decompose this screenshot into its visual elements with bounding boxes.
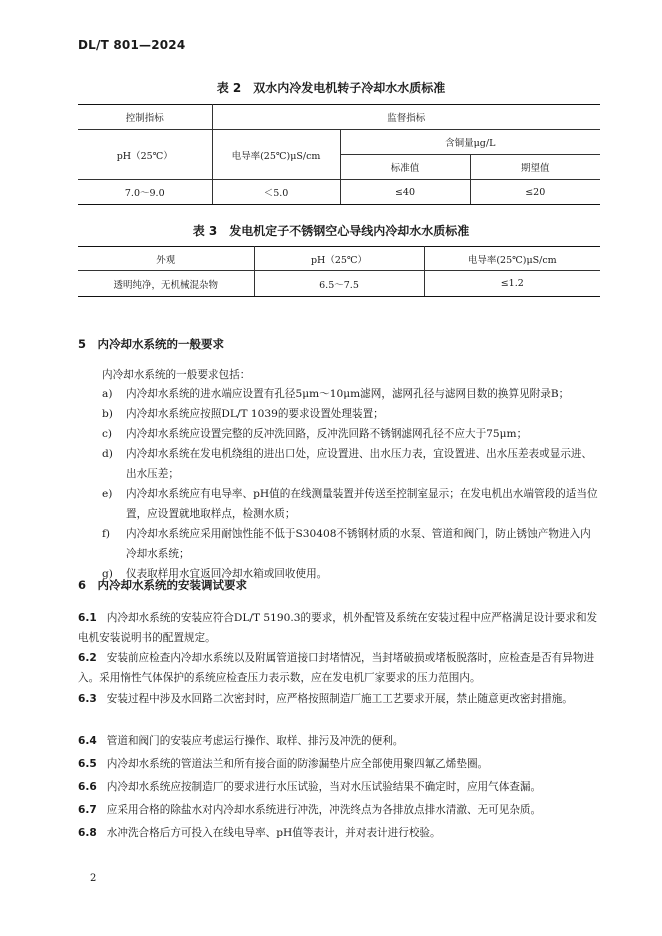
clause-number: 6.4 bbox=[78, 735, 97, 747]
table2-cell-expected: ≤20 bbox=[470, 180, 600, 205]
table3-cell-ph: 6.5～7.5 bbox=[254, 271, 424, 297]
list-marker: d) bbox=[102, 448, 113, 460]
list-item bbox=[102, 424, 600, 444]
list-item bbox=[102, 404, 600, 424]
clause-number: 6.2 bbox=[78, 652, 97, 664]
table2-cell-ph: 7.0～9.0 bbox=[78, 180, 212, 205]
table3-header-appearance: 外观 bbox=[78, 247, 254, 271]
table2-header-supervision: 监督指标 bbox=[212, 105, 600, 130]
table2-header-expected: 期望值 bbox=[470, 155, 600, 180]
clause-text: 安装过程中涉及水回路二次密封时，应严格按照制造厂施工工艺要求开展，禁止随意更改密封措施。 bbox=[106, 693, 573, 705]
clause-text: 管道和阀门的安装应考虑运行操作、取样、排污及冲洗的便利。 bbox=[106, 735, 404, 747]
list-item bbox=[102, 384, 600, 404]
section5-title: 5 内冷却水系统的一般要求 bbox=[78, 337, 225, 351]
list-item-text: 内冷却水系统应采用耐蚀性能不低于S30408不锈钢材质的水泵、管道和阀门，防止锈蚀产物进入内冷却水系统； bbox=[126, 528, 591, 560]
table3-header-conductivity: 电导率(25℃)μS/cm bbox=[424, 247, 600, 271]
list-item bbox=[102, 524, 600, 564]
clause-6-7 bbox=[78, 800, 600, 820]
clause-text: 安装前应检查内冷却水系统以及附属管道接口封堵情况，当封堵破损或堵板脱落时，应检查是否有异物进入。采用惰性气体保护的系统应检查压力表示数，应在发电机厂家要求的压力范围内。 bbox=[78, 652, 595, 684]
table2-cell-standard: ≤40 bbox=[340, 180, 470, 205]
list-marker: f) bbox=[102, 528, 111, 540]
clause-number: 6.5 bbox=[78, 758, 97, 770]
clause-6-5 bbox=[78, 754, 600, 774]
section5-intro: 内冷却水系统的一般要求包括： bbox=[102, 369, 251, 381]
list-item bbox=[102, 444, 600, 484]
table3-cell-conductivity: ≤1.2 bbox=[424, 271, 600, 297]
list-item-text: 仪表取样用水宜返回冷却水箱或回收使用。 bbox=[126, 568, 328, 580]
table2-header-standard: 标准值 bbox=[340, 155, 470, 180]
table2-header-ph: pH（25℃） bbox=[78, 130, 212, 180]
clause-6-3 bbox=[78, 689, 600, 709]
table2-header-copper: 含铜量μg/L bbox=[340, 130, 600, 155]
table3-header-ph: pH（25℃） bbox=[254, 247, 424, 271]
list-marker: c) bbox=[102, 428, 113, 440]
clause-text: 水冲洗合格后方可投入在线电导率、pH值等表计，并对表计进行校验。 bbox=[106, 827, 441, 839]
table2-caption: 表 2 双水内冷发电机转子冷却水水质标准 bbox=[216, 81, 446, 95]
list-marker: b) bbox=[102, 408, 113, 420]
list-item-text: 内冷却水系统应设置完整的反冲洗回路，反冲洗回路不锈钢滤网孔径不应大于75μm； bbox=[126, 428, 528, 440]
list-item-text: 内冷却水系统应有电导率、pH值的在线测量装置并传送至控制室显示；在发电机出水端管段的适当位置，应设置就地取样点，检测水质； bbox=[126, 488, 598, 520]
table-row bbox=[78, 180, 600, 205]
clause-text: 内冷却水系统应按制造厂的要求进行水压试验，当对水压试验结果不确定时，应用气体查漏。 bbox=[106, 781, 542, 793]
clause-6-4 bbox=[78, 731, 600, 751]
clause-number: 6.7 bbox=[78, 804, 97, 816]
section6-title: 6 内冷却水系统的安装调试要求 bbox=[78, 578, 247, 592]
list-marker: g) bbox=[102, 568, 113, 580]
document-header: DL/T 801—2024 bbox=[78, 38, 186, 52]
clause-6-2 bbox=[78, 648, 600, 688]
table-row bbox=[78, 271, 600, 297]
clause-6-1 bbox=[78, 608, 600, 648]
clause-number: 6.1 bbox=[78, 612, 97, 624]
list-marker: a) bbox=[102, 388, 113, 400]
clause-number: 6.6 bbox=[78, 781, 97, 793]
table2-header-conductivity: 电导率(25℃)μS/cm bbox=[212, 130, 340, 180]
table3 bbox=[78, 246, 600, 297]
clause-6-6 bbox=[78, 777, 600, 797]
clause-text: 内冷却水系统的管道法兰和所有接合面的防渗漏垫片应全部使用聚四氟乙烯垫圈。 bbox=[106, 758, 489, 770]
table2-cell-conductivity: ＜5.0 bbox=[212, 180, 340, 205]
table3-caption: 表 3 发电机定子不锈钢空心导线内冷却水水质标准 bbox=[192, 224, 470, 238]
list-item bbox=[102, 484, 600, 524]
list-item-text: 内冷却水系统应按照DL/T 1039的要求设置处理装置； bbox=[126, 408, 384, 420]
clause-number: 6.3 bbox=[78, 693, 97, 705]
list-item-text: 内冷却水系统的进水端应设置有孔径5μm～10μm滤网，滤网孔径与滤网目数的换算见附录B； bbox=[126, 388, 570, 400]
table3-cell-appearance: 透明纯净，无机械混杂物 bbox=[78, 271, 254, 297]
clause-number: 6.8 bbox=[78, 827, 97, 839]
clause-text: 内冷却水系统的安装应符合DL/T 5190.3的要求，机外配管及系统在安装过程中应严格满足设计要求和发电机安装说明书的配置规定。 bbox=[78, 612, 598, 644]
table2 bbox=[78, 104, 600, 205]
table2-header-control: 控制指标 bbox=[78, 105, 212, 130]
list-item-text: 内冷却水系统在发电机绕组的进出口处，应设置进、出水压力表，宜设置进、出水压差表或显示进、出水压差； bbox=[126, 448, 593, 480]
clause-text: 应采用合格的除盐水对内冷却水系统进行冲洗，冲洗终点为各排放点排水清澈、无可见杂质。 bbox=[106, 804, 542, 816]
page-number: 2 bbox=[90, 873, 97, 884]
list-marker: e) bbox=[102, 488, 113, 500]
clause-6-8 bbox=[78, 823, 600, 843]
